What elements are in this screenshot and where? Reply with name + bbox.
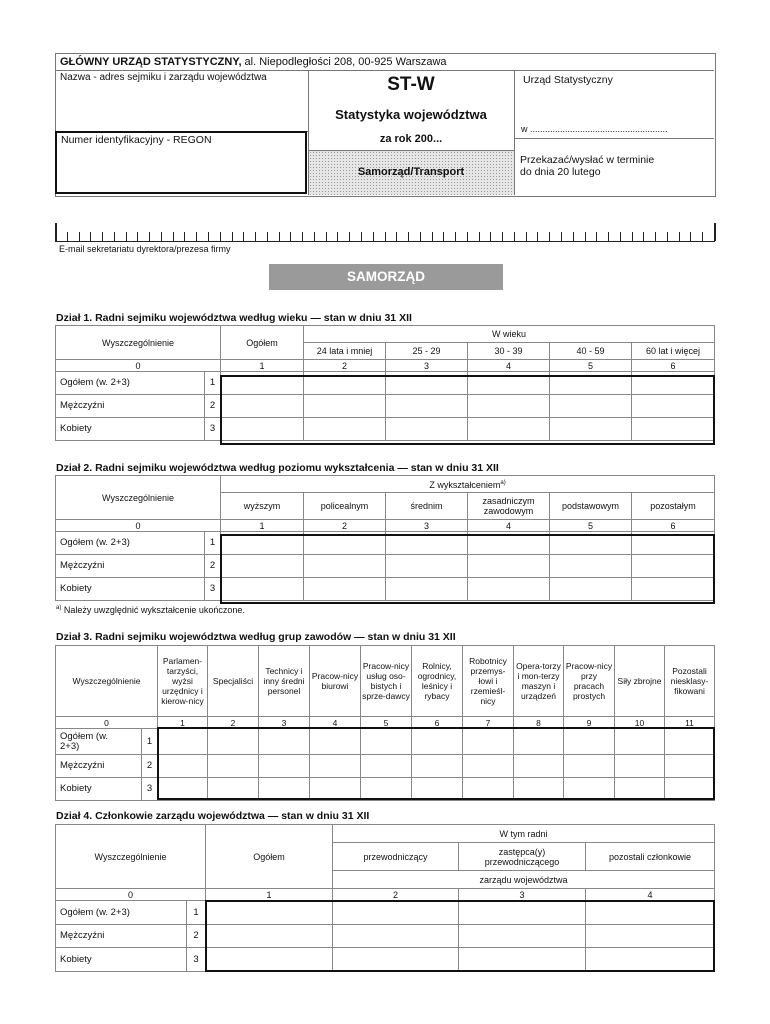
dzial3-title: Dział 3. Radni sejmiku województwa według grup zawodów — stan w dniu 31 XII [56, 631, 456, 643]
col-number: 2 [304, 520, 386, 532]
email-tick [243, 232, 244, 241]
office-address: al. Niepodległości 208, 00-925 Warszawa [241, 56, 447, 68]
col-number: 3 [386, 360, 468, 372]
center-column-right-rule [514, 70, 515, 195]
email-tick [255, 232, 256, 241]
col-number: 5 [361, 717, 412, 729]
row-number: 3 [142, 778, 158, 801]
email-tick [643, 232, 644, 241]
dzial3-head-col: Pracow-nicy usług oso-bistych i sprze-dawcy [361, 646, 412, 717]
col-number: 2 [304, 360, 386, 372]
col-number: 2 [333, 889, 459, 901]
email-tick [526, 232, 527, 241]
email-tick [279, 232, 280, 241]
email-tick [373, 232, 374, 241]
deadline-line-2: do dnia 20 lutego [520, 166, 601, 178]
dzial1-head-spec: Wyszczególnienie [56, 326, 221, 360]
year-label: za rok 200... [379, 133, 443, 145]
email-tick [385, 232, 386, 241]
email-tick [55, 223, 57, 241]
section-rule [308, 150, 514, 151]
email-tick [396, 232, 397, 241]
dzial2-head-col: wyższym [221, 493, 304, 520]
dzial2-footnote [56, 605, 245, 615]
email-tick [126, 232, 127, 241]
row-label: Kobiety [56, 778, 142, 801]
office-name: GŁÓWNY URZĄD STATYSTYCZNY, [60, 56, 242, 68]
dzial2-head-group [221, 476, 715, 493]
col-number: 0 [56, 717, 158, 729]
office-right-label: Urząd Statystyczny [523, 74, 613, 86]
email-tick [137, 232, 138, 241]
form-code: ST-W [387, 74, 435, 95]
dzial1-head-col: 24 lata i mniej [304, 343, 386, 360]
email-tick [408, 232, 409, 241]
email-tick [490, 232, 491, 241]
col-number: 5 [550, 360, 632, 372]
dzial4-head-col: zastępca(y) przewodniczącego [459, 843, 586, 871]
email-tick [79, 232, 80, 241]
footnote-mark: a) [500, 480, 506, 486]
col-number: 4 [310, 717, 361, 729]
dzial1-head-col: 30 - 39 [468, 343, 550, 360]
col-number: 1 [206, 889, 333, 901]
email-tick [114, 232, 115, 241]
dzial3-head-col: Pracow-nicy biurowi [310, 646, 361, 717]
row-label: Kobiety [56, 418, 205, 441]
row-label: Ogółem (w. 2+3) [56, 901, 187, 925]
email-tick [290, 232, 291, 241]
email-tick [502, 232, 503, 241]
email-field[interactable] [55, 223, 715, 242]
dzial3-head-spec: Wyszczególnienie [56, 646, 158, 717]
email-tick [337, 232, 338, 241]
dzial1-head-col: 40 - 59 [550, 343, 632, 360]
email-tick [443, 232, 444, 241]
dzial2-head-col: zasadniczym zawodowym [468, 493, 550, 520]
dzial4-data-frame [205, 900, 715, 972]
email-tick [232, 232, 233, 241]
email-tick [537, 232, 538, 241]
footnote-mark: a) [56, 605, 62, 611]
row-number: 1 [142, 729, 158, 755]
dzial2-head-group-text: Z wykształceniem [429, 480, 501, 490]
dzial3-head-col: Parlamen-tarzyści, wyżsi urzędnicy i kierow-nicy [158, 646, 208, 717]
email-tick [302, 232, 303, 241]
dzial4-head-col: przewodniczący [333, 843, 459, 871]
col-number: 1 [221, 520, 304, 532]
email-tick [420, 232, 421, 241]
row-label: Kobiety [56, 948, 187, 972]
email-tick [667, 232, 668, 241]
name-address-label: Nazwa - adres sejmiku i zarządu województwa [60, 72, 267, 83]
dzial3-head-col: Rolnicy, ogrodnicy, leśnicy i rybacy [412, 646, 463, 717]
dzial3-head-col: Robotnicy przemys-łowi i rzemieśl-nicy [463, 646, 514, 717]
email-tick [149, 232, 150, 241]
office-line [60, 56, 447, 68]
email-tick [679, 232, 680, 241]
dzial2-head-col: podstawowym [550, 493, 632, 520]
dzial4-title: Dział 4. Członkowie zarządu województwa — stan w dniu 31 XII [56, 810, 370, 822]
col-number: 6 [412, 717, 463, 729]
dzial2-head-col: średnim [386, 493, 468, 520]
row-label: Mężczyźni [56, 395, 205, 418]
email-tick [596, 232, 597, 241]
dzial1-title: Dział 1. Radni sejmiku województwa według wieku — stan w dniu 31 XII [56, 312, 412, 324]
email-tick [326, 232, 327, 241]
form-title: Statystyka województwa [335, 107, 487, 122]
email-tick [220, 232, 221, 241]
email-tick [161, 232, 162, 241]
row-label: Mężczyźni [56, 555, 205, 578]
email-tick [585, 232, 586, 241]
row-label: Ogółem (w. 2+3) [56, 372, 205, 395]
dzial3-head-col: Specjaliści [208, 646, 259, 717]
col-number: 0 [56, 889, 206, 901]
dzial3-head-col: Opera-torzy i mon-terzy maszyn i urządzeń [514, 646, 564, 717]
email-tick [90, 232, 91, 241]
col-number: 6 [632, 360, 715, 372]
dzial1-head-group: W wieku [304, 326, 715, 343]
dzial2-head-col: pozostałym [632, 493, 715, 520]
dzial2-head-spec: Wyszczególnienie [56, 476, 221, 520]
dzial4-head-spec: Wyszczególnienie [56, 825, 206, 889]
email-tick [655, 232, 656, 241]
email-tick [549, 232, 550, 241]
dzial1-data-frame [220, 375, 715, 445]
email-tick [196, 232, 197, 241]
col-number: 4 [468, 360, 550, 372]
col-number: 3 [386, 520, 468, 532]
email-tick [714, 223, 716, 241]
dzial3-head-col: Pracow-nicy przy pracach prostych [564, 646, 615, 717]
dzial4-head-group: W tym radni [333, 825, 715, 843]
row-label: Ogółem (w. 2+3) [56, 729, 142, 755]
col-number: 4 [468, 520, 550, 532]
row-number: 3 [205, 418, 221, 441]
email-tick [208, 232, 209, 241]
row-label: Ogółem (w. 2+3) [56, 532, 205, 555]
email-tick [102, 232, 103, 241]
email-tick [690, 232, 691, 241]
email-tick [455, 232, 456, 241]
row-number: 1 [205, 372, 221, 395]
regon-label: Numer identyfikacyjny - REGON [61, 134, 212, 146]
dzial2-head-col: policealnym [304, 493, 386, 520]
email-tick [467, 232, 468, 241]
dzial3-head-col: Pozostali niesklasy-fikowani [665, 646, 715, 717]
email-label: E-mail sekretariatu dyrektora/prezesa firmy [59, 244, 231, 254]
email-tick [173, 232, 174, 241]
email-tick [349, 232, 350, 241]
dzial1-head-total: Ogółem [221, 326, 304, 360]
email-tick [573, 232, 574, 241]
col-number: 2 [208, 717, 259, 729]
email-tick [608, 232, 609, 241]
col-number: 5 [550, 520, 632, 532]
row-label: Mężczyźni [56, 755, 142, 778]
dzial3-head-col: Technicy i inny średni personel [259, 646, 310, 717]
row-number: 2 [187, 925, 206, 948]
col-number: 0 [56, 520, 221, 532]
footnote-text: Należy uwzględnić wykształcenie ukończone. [61, 605, 245, 615]
row-number: 2 [142, 755, 158, 778]
row-number: 1 [187, 901, 206, 925]
header-rule [55, 70, 714, 71]
col-number: 9 [564, 717, 615, 729]
email-tick [432, 232, 433, 241]
col-number: 3 [259, 717, 310, 729]
col-number: 10 [615, 717, 665, 729]
email-tick [267, 232, 268, 241]
dzial4-head-col: pozostali członkowie [586, 843, 715, 871]
row-number: 3 [205, 578, 221, 601]
row-number: 3 [187, 948, 206, 972]
col-number: 8 [514, 717, 564, 729]
email-tick [632, 232, 633, 241]
email-tick [361, 232, 362, 241]
col-number: 7 [463, 717, 514, 729]
email-tick [620, 232, 621, 241]
dzial3-data-frame [157, 727, 715, 800]
email-tick [702, 232, 703, 241]
email-tick [184, 232, 185, 241]
section-banner: SAMORZĄD [269, 264, 503, 290]
dzial3-head-col: Siły zbrojne [615, 646, 665, 717]
dzial1-head-col: 25 - 29 [386, 343, 468, 360]
email-tick [561, 232, 562, 241]
col-number: 6 [632, 520, 715, 532]
section-label: Samorząd/Transport [357, 166, 465, 178]
col-number: 11 [665, 717, 715, 729]
email-tick [67, 232, 68, 241]
row-number: 1 [205, 532, 221, 555]
col-number: 1 [221, 360, 304, 372]
dzial4-head-total: Ogółem [206, 825, 333, 889]
col-number: 1 [158, 717, 208, 729]
row-number: 2 [205, 395, 221, 418]
row-label: Kobiety [56, 578, 205, 601]
col-number: 4 [586, 889, 715, 901]
dzial1-head-col: 60 lat i więcej [632, 343, 715, 360]
email-tick [514, 232, 515, 241]
deadline-line-1: Przekazać/wysłać w terminie [520, 154, 655, 166]
email-tick [479, 232, 480, 241]
row-label: Mężczyźni [56, 925, 187, 948]
email-tick [314, 232, 315, 241]
office-right-city-field[interactable]: w ....................................................... [521, 124, 668, 134]
col-number: 0 [56, 360, 221, 372]
dzial4-head-sub: zarządu województwa [333, 871, 715, 889]
dzial2-data-frame [220, 534, 715, 604]
dzial2-title: Dział 2. Radni sejmiku województwa według poziomu wykształcenia — stan w dniu 31 XII [56, 462, 499, 474]
col-number: 3 [459, 889, 586, 901]
right-rule [514, 138, 714, 139]
row-number: 2 [205, 555, 221, 578]
